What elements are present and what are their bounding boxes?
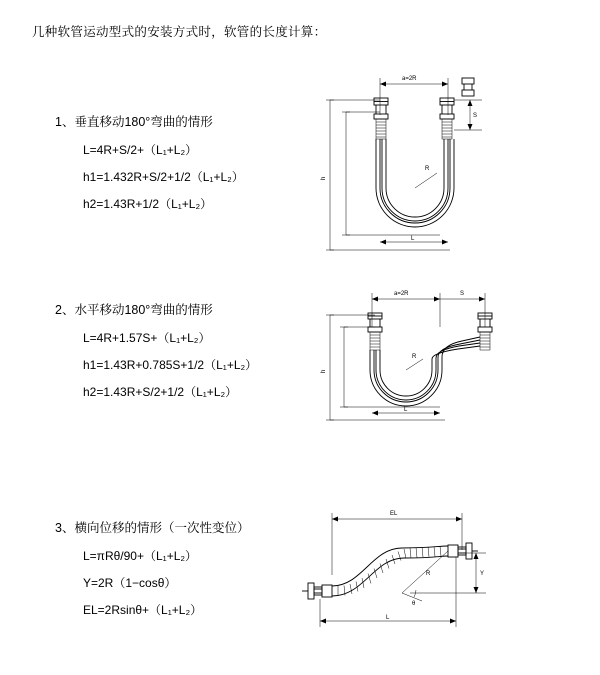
page-title: 几种软管运动型式的安装方式时，软管的长度计算：	[32, 25, 327, 39]
svg-text:a=2R: a=2R	[402, 76, 417, 82]
section-2-text	[55, 300, 257, 410]
section-1-title: 1、垂直移动180°弯曲的情形	[55, 115, 213, 129]
section-1-formula-3: h2=1.43R+1/2（L₁+L₂）	[83, 197, 213, 211]
svg-text:L: L	[404, 407, 408, 413]
svg-text:L: L	[411, 236, 415, 242]
svg-text:Y: Y	[480, 571, 485, 577]
svg-text:θ: θ	[412, 601, 416, 607]
svg-text:a=2R: a=2R	[394, 291, 409, 297]
section-1-figure	[320, 70, 520, 265]
section-1-text	[55, 112, 244, 222]
svg-text:R: R	[425, 166, 430, 172]
svg-text:S: S	[460, 291, 465, 297]
section-3-text	[55, 518, 249, 628]
section-1-formula-2: h1=1.432R+S/2+1/2（L₁+L₂）	[83, 170, 244, 184]
section-2-title: 2、水平移动180°弯曲的情形	[55, 303, 213, 317]
section-2-formula-2: h1=1.43R+0.785S+1/2（L₁+L₂）	[83, 358, 258, 372]
section-1-formula-1: L=4R+S/2+（L₁+L₂）	[83, 143, 198, 157]
section-3-formula-2: Y=2R（1−cosθ）	[83, 576, 177, 590]
section-2-figure	[320, 285, 520, 445]
section-2-formula-3: h2=1.43R+S/2+1/2（L₁+L₂）	[83, 385, 238, 399]
svg-text:R: R	[412, 354, 417, 360]
svg-text:S: S	[473, 113, 478, 119]
svg-text:h: h	[321, 176, 327, 180]
svg-text:EL: EL	[390, 511, 398, 517]
svg-text:R: R	[426, 571, 431, 577]
svg-text:L: L	[386, 615, 390, 621]
section-3-figure	[290, 505, 500, 635]
section-3-title: 3、横向位移的情形（一次性变位）	[55, 521, 250, 535]
section-3-formula-1: L=πRθ/90+（L₁+L₂）	[83, 549, 198, 563]
section-2-formula-1: L=4R+1.57S+（L₁+L₂）	[83, 331, 211, 345]
section-3-formula-3: EL=2Rsinθ+（L₁+L₂）	[83, 603, 203, 617]
svg-text:h: h	[321, 369, 327, 373]
